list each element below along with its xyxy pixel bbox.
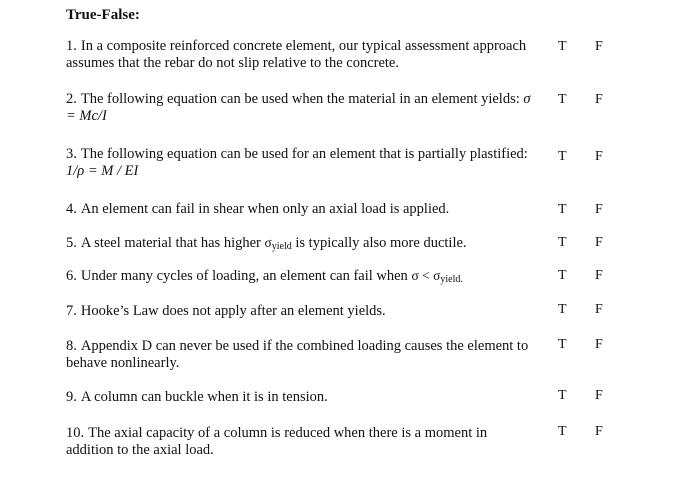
question-10 [66,425,536,459]
false-option-8[interactable]: F [595,337,603,352]
false-option-6[interactable]: F [595,268,603,283]
sigma-symbol: σ [264,235,272,250]
subscript: yield [271,241,292,252]
question-number: 1. [66,38,77,54]
question-4 [66,201,536,218]
equation: 1/ρ = M / EI [66,163,139,179]
subscript: yield. [440,274,463,285]
false-option-2[interactable]: F [595,92,603,107]
question-number: 10. [66,425,85,441]
false-option-1[interactable]: F [595,39,603,54]
question-number: 7. [66,303,77,319]
question-1 [66,38,536,72]
question-number: 6. [66,268,77,284]
question-text: Under many cycles of loading, an element can fail when [80,268,408,284]
question-text: In a composite reinforced concrete element, our typical assessment approach assumes that the rebar do not slip relative to the concrete. [66,38,527,71]
true-option-4[interactable]: T [558,202,567,217]
question-8 [66,338,536,372]
true-option-9[interactable]: T [558,388,567,403]
true-option-10[interactable]: T [558,424,567,439]
question-5 [66,234,536,255]
true-option-2[interactable]: T [558,92,567,107]
false-option-9[interactable]: F [595,388,603,403]
false-option-3[interactable]: F [595,149,603,164]
question-6 [66,267,536,288]
true-option-6[interactable]: T [558,268,567,283]
true-option-8[interactable]: T [558,337,567,352]
question-text: The axial capacity of a column is reduced when there is a moment in addition to the axial load. [66,425,488,458]
question-text: The following equation can be used when the material in an element yields: [80,91,520,107]
false-option-10[interactable]: F [595,424,603,439]
question-text-end: is typically also more ductile. [295,235,467,251]
section-heading: True-False: [66,7,140,23]
question-3 [66,146,536,180]
false-option-7[interactable]: F [595,302,603,317]
false-option-5[interactable]: F [595,235,603,250]
false-option-4[interactable]: F [595,202,603,217]
true-option-7[interactable]: T [558,302,567,317]
question-number: 4. [66,201,77,217]
question-number: 9. [66,389,77,405]
question-text: Hooke’s Law does not apply after an element yields. [80,303,386,319]
question-text: The following equation can be used for an element that is partially plastified: [80,146,528,162]
true-option-3[interactable]: T [558,149,567,164]
question-text: Appendix D can never be used if the combined loading causes the element to behave nonlinearly. [66,338,529,371]
question-9 [66,389,536,406]
inequality: σ < σ [411,268,441,283]
question-2 [66,91,536,125]
question-number: 2. [66,91,77,107]
equation: σ = Mc/I [66,91,531,124]
question-number: 3. [66,146,77,162]
true-option-5[interactable]: T [558,235,567,250]
question-7 [66,303,536,320]
question-text: An element can fail in shear when only an axial load is applied. [80,201,450,217]
question-text: A steel material that has higher [80,235,261,251]
true-option-1[interactable]: T [558,39,567,54]
question-text: A column can buckle when it is in tension. [80,389,328,405]
question-number: 8. [66,338,77,354]
question-number: 5. [66,235,77,251]
